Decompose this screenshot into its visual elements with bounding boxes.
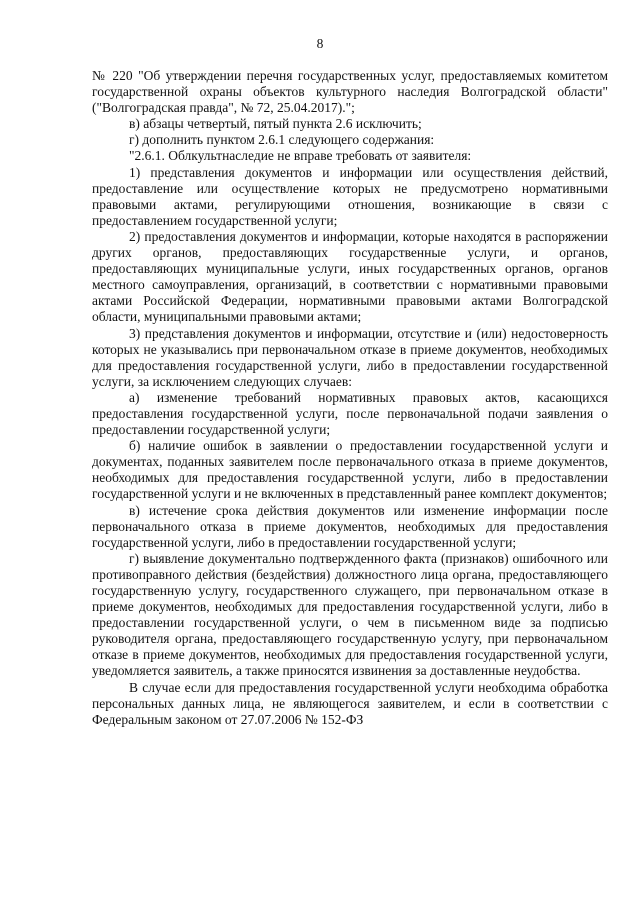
paragraph-case-v: в) истечение срока действия документов или изменение информации после первоначального отказа в приеме документов, необходимых для предоставления государственной услуги, либо в предоставлении государственной услуги; [92,502,608,550]
paragraph-case-a: а) изменение требований нормативных правовых актов, касающихся предоставления государственной услуги, после первоначальной подачи заявления о предоставлении государственной услуги; [92,389,608,438]
page-number: 8 [316,36,324,51]
paragraph-personal-data: В случае если для предоставления государственной услуги необходима обработка персональных данных лица, не являющегося заявителем, и если в соответствии с Федеральным законом от 27.07.2006 № 152-ФЗ [92,679,608,727]
document-body [92,68,608,728]
paragraph-reference-continuation: № 220 "Об утверждении перечня государственных услуг, предоставляемых комитетом государственной охраны объектов культурного наследия Волгоградской области" ("Волгоградская правда", № 72, 25.04.2017)."; [92,68,608,116]
paragraph-case-b: б) наличие ошибок в заявлении о предоставлении государственной услуги и документах, поданных заявителем после первоначального отказа в приеме документов, необходимых для предоставления государственной услуги, либо в предоставлении государственной услуги и не включенных в представленный ранее комплект документов; [92,438,608,502]
paragraph-item-v: в) абзацы четвертый, пятый пункта 2.6 исключить; [129,116,422,132]
paragraph-point-3: 3) представления документов и информации, отсутствие и (или) недостоверность которых не указывались при первоначальном отказе в приеме документов, необходимых для предоставления государственной услуги, либо в предоставлении государственной услуги, за исключением следующих случаев: [92,325,608,389]
paragraph-case-g: г) выявление документально подтвержденного факта (признаков) ошибочного или противоправного действия (бездействия) должностного лица органа, предоставляющего государственную услугу, государственного служащего, при первоначальном отказе в приеме документов, необходимых для предоставления государственной услуги, либо в предоставлении государственной услуги, о чем в письменном виде за подписью руководителя органа, предоставляющего государственную услугу, при первоначальном отказе в приеме документов, необходимых для предоставления государственной услуги, уведомляется заявитель, а также приносятся извинения за доставленные неудобства. [92,550,608,679]
paragraph-item-g: г) дополнить пунктом 2.6.1 следующего содержания: [129,132,435,148]
paragraph-point-1: 1) представления документов и информации или осуществления действий, предоставление или осуществление которых не предусмотрено нормативными правовыми актами, регулирующими отношения, возникающие в связи с предоставлением государственной услуги; [92,164,608,228]
paragraph-point-2: 2) предоставления документов и информации, которые находятся в распоряжении других органов, предоставляющих государственные услуги, и органов, предоставляющих муниципальные услуги, иных государственных органов, органов местного самоуправления, организаций, в соответствии с нормативными правовыми актами Российской Федерации, нормативными правовыми актами Волгоградской области, муниципальными правовыми актами; [92,228,608,325]
paragraph-clause-2-6-1: "2.6.1. Облкультнаследие не вправе требовать от заявителя: [129,148,472,164]
